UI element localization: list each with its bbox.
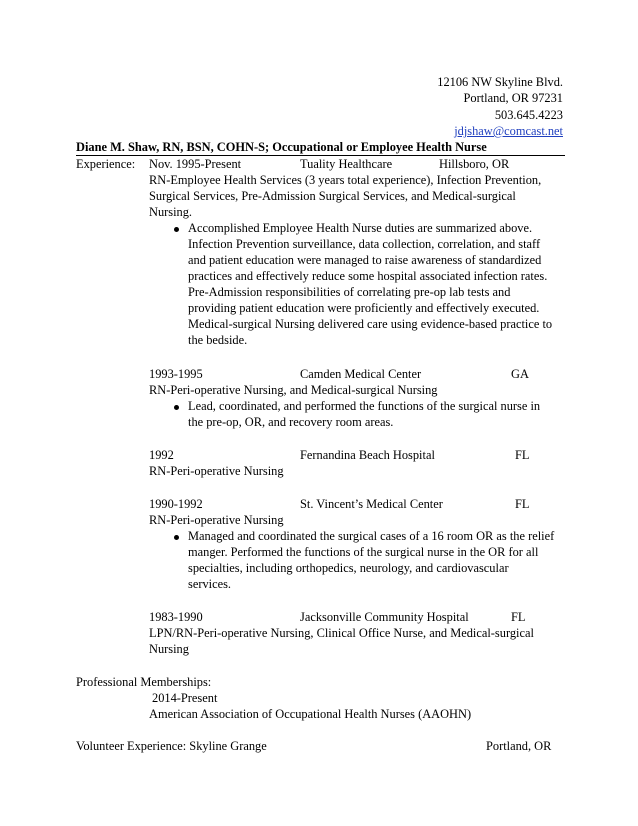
bullet-text-line: Managed and coordinated the surgical cases of a 16 room OR as the relief	[188, 529, 555, 543]
contact-phone: 503.645.4223	[494, 108, 563, 122]
memberships-label: Professional Memberships:	[76, 675, 212, 689]
job-location: GA	[511, 367, 529, 381]
contact-street: 12106 NW Skyline Blvd.	[437, 75, 563, 89]
job-employer: St. Vincent’s Medical Center	[300, 497, 443, 511]
job-desc-line: RN-Employee Health Services (3 years total experience), Infection Prevention,	[149, 173, 542, 187]
membership-dates: 2014-Present	[152, 691, 218, 705]
bullet-text-line: manger. Performed the functions of the surgical nurse in the OR for all	[188, 545, 539, 559]
bullet-text-line: practices and effectively reduce some hospital associated infection rates.	[188, 269, 548, 283]
job-employer: Jacksonville Community Hospital	[300, 610, 469, 624]
job-employer: Fernandina Beach Hospital	[300, 448, 435, 462]
job-desc-line: Nursing.	[149, 205, 193, 219]
membership-org: American Association of Occupational Health Nurses (AAOHN)	[149, 707, 472, 721]
bullet-icon	[174, 227, 179, 232]
job-desc-line: LPN/RN-Peri-operative Nursing, Clinical Office Nurse, and Medical-surgical	[149, 626, 534, 640]
job-desc-line: RN-Peri-operative Nursing, and Medical-surgical Nursing	[149, 383, 438, 397]
job-dates: 1993-1995	[149, 367, 203, 381]
bullet-text-line: Medical-surgical Nursing delivered care using evidence-based practice to	[188, 317, 553, 331]
job-desc-line: Nursing	[149, 642, 189, 656]
contact-city: Portland, OR 97231	[463, 91, 563, 105]
bullet-text-line: services.	[188, 577, 232, 591]
bullet-icon	[174, 405, 179, 410]
job-dates: 1983-1990	[149, 610, 203, 624]
section-title: Diane M. Shaw, RN, BSN, COHN-S; Occupational or Employee Health Nurse	[76, 140, 487, 154]
job-dates: 1992	[149, 448, 174, 462]
bullet-text-line: and patient education were managed to raise awareness of standardized	[188, 253, 542, 267]
contact-email-link[interactable]: jdjshaw@comcast.net	[454, 124, 563, 138]
bullet-text-line: Accomplished Employee Health Nurse duties are summarized above.	[188, 221, 533, 235]
job-location: FL	[515, 448, 530, 462]
job-location: FL	[511, 610, 526, 624]
bullet-text-line: the bedside.	[188, 333, 248, 347]
job-desc-line: RN-Peri-operative Nursing	[149, 464, 284, 478]
experience-label: Experience:	[76, 157, 136, 171]
bullet-text-line: Pre-Admission responsibilities of correlating pre-op lab tests and	[188, 285, 511, 299]
job-employer: Camden Medical Center	[300, 367, 422, 381]
bullet-text-line: Lead, coordinated, and performed the functions of the surgical nurse in	[188, 399, 541, 413]
job-location: FL	[515, 497, 530, 511]
bullet-text-line: the pre-op, OR, and recovery room areas.	[188, 415, 394, 429]
volunteer-label: Volunteer Experience: Skyline Grange	[76, 739, 267, 753]
job-employer: Tuality Healthcare	[300, 157, 393, 171]
job-desc-line: Surgical Services, Pre-Admission Surgical Services, and Medical-surgical	[149, 189, 516, 203]
volunteer-location: Portland, OR	[486, 739, 552, 753]
job-dates: Nov. 1995-Present	[149, 157, 242, 171]
bullet-text-line: providing patient education were proficiently and effectively executed.	[188, 301, 540, 315]
job-desc-line: RN-Peri-operative Nursing	[149, 513, 284, 527]
bullet-text-line: Infection Prevention surveillance, data collection, correlation, and staff	[188, 237, 541, 251]
job-dates: 1990-1992	[149, 497, 203, 511]
job-location: Hillsboro, OR	[439, 157, 510, 171]
bullet-icon	[174, 535, 179, 540]
bullet-text-line: specialties, including orthopedics, neurology, and cardiovascular	[188, 561, 509, 575]
